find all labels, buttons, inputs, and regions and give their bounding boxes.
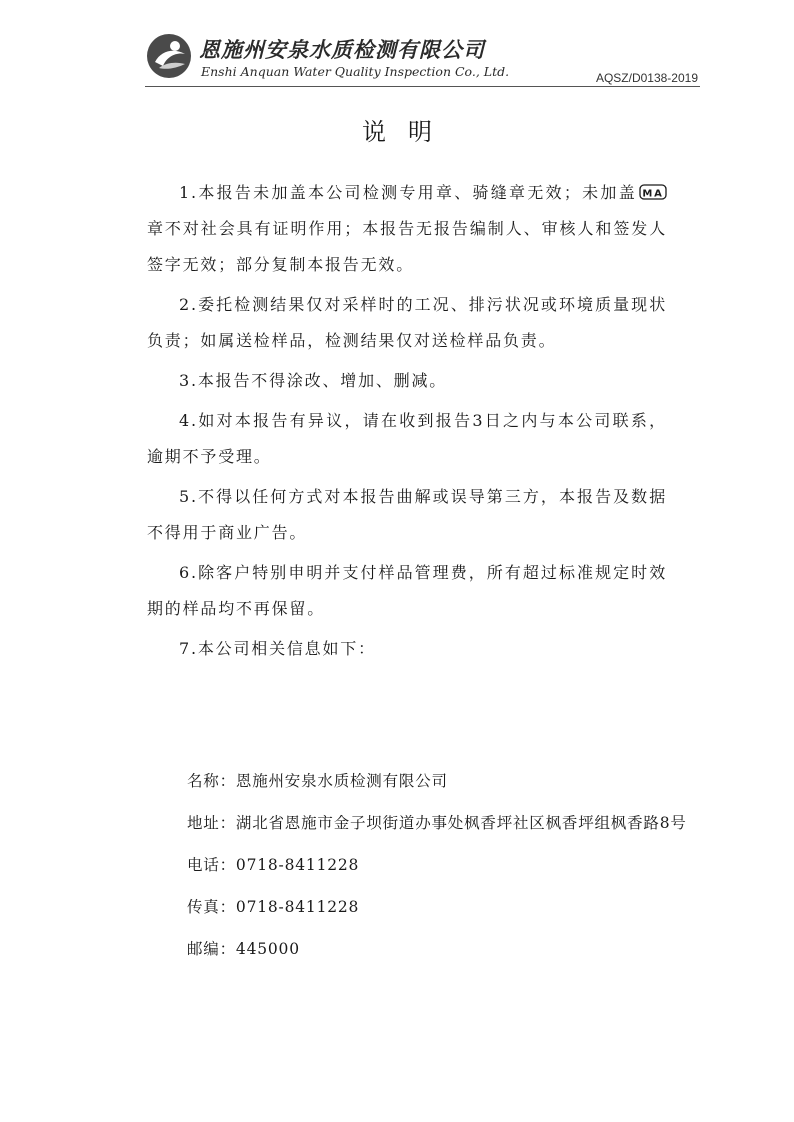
note-paragraph-4: 4.如对本报告有异议，请在收到报告3日之内与本公司联系，逾期不予受理。 [147,411,667,466]
note-paragraph-3: 3.本报告不得涂改、增加、删减。 [179,371,448,390]
note-paragraph-1 [147,175,667,283]
company-info [187,760,687,970]
info-postcode-value: 445000 [235,940,300,958]
info-address-value: 湖北省恩施市金子坝街道办事处枫香坪社区枫香坪组枫香路8号 [235,814,687,832]
note-paragraph-2: 2.委托检测结果仅对采样时的工况、排污状况或环境质量现状负责；如属送检样品，检测结果仅对送检样品负责。 [147,295,667,350]
company-name-cn: 恩施州安泉水质检测有限公司 [199,38,485,62]
info-phone-value: 0718-8411228 [235,856,360,874]
page-title: 说明 [362,118,454,146]
info-postcode-row [187,928,687,970]
notes-section [147,175,667,671]
info-fax-value: 0718-8411228 [235,898,360,916]
note-paragraph-5: 5.不得以任何方式对本报告曲解或误导第三方，本报告及数据不得用于商业广告。 [147,487,667,542]
info-address-row [187,802,687,844]
note-1-text-before: 1.本报告未加盖本公司检测专用章、骑缝章无效；未加盖 [179,183,637,202]
info-postcode-label: 邮编： [187,940,236,958]
info-phone-label: 电话： [187,856,236,874]
letterhead [145,28,700,88]
header-divider [145,86,700,87]
cma-mark-label: MA [642,188,664,200]
info-name-row [187,760,687,802]
note-paragraph-7: 7.本公司相关信息如下： [179,639,376,658]
document-code: AQSZ/D0138-2019 [595,71,698,85]
note-paragraph-6: 6.除客户特别申明并支付样品管理费，所有超过标准规定时效期的样品均不再保留。 [147,563,667,618]
info-name-value: 恩施州安泉水质检测有限公司 [235,772,448,790]
info-fax-row [187,886,687,928]
info-address-label: 地址： [187,814,236,832]
info-phone-row [187,844,687,886]
info-name-label: 名称： [187,772,236,790]
company-name-en: Enshi Anquan Water Quality Inspection Co., Ltd. [201,64,510,79]
note-1-text-after: 章不对社会具有证明作用；本报告无报告编制人、审核人和签发人签字无效；部分复制本报告无效。 [147,219,667,274]
info-fax-label: 传真： [187,898,236,916]
cma-mark-icon [639,183,667,201]
company-logo-icon [145,32,193,80]
